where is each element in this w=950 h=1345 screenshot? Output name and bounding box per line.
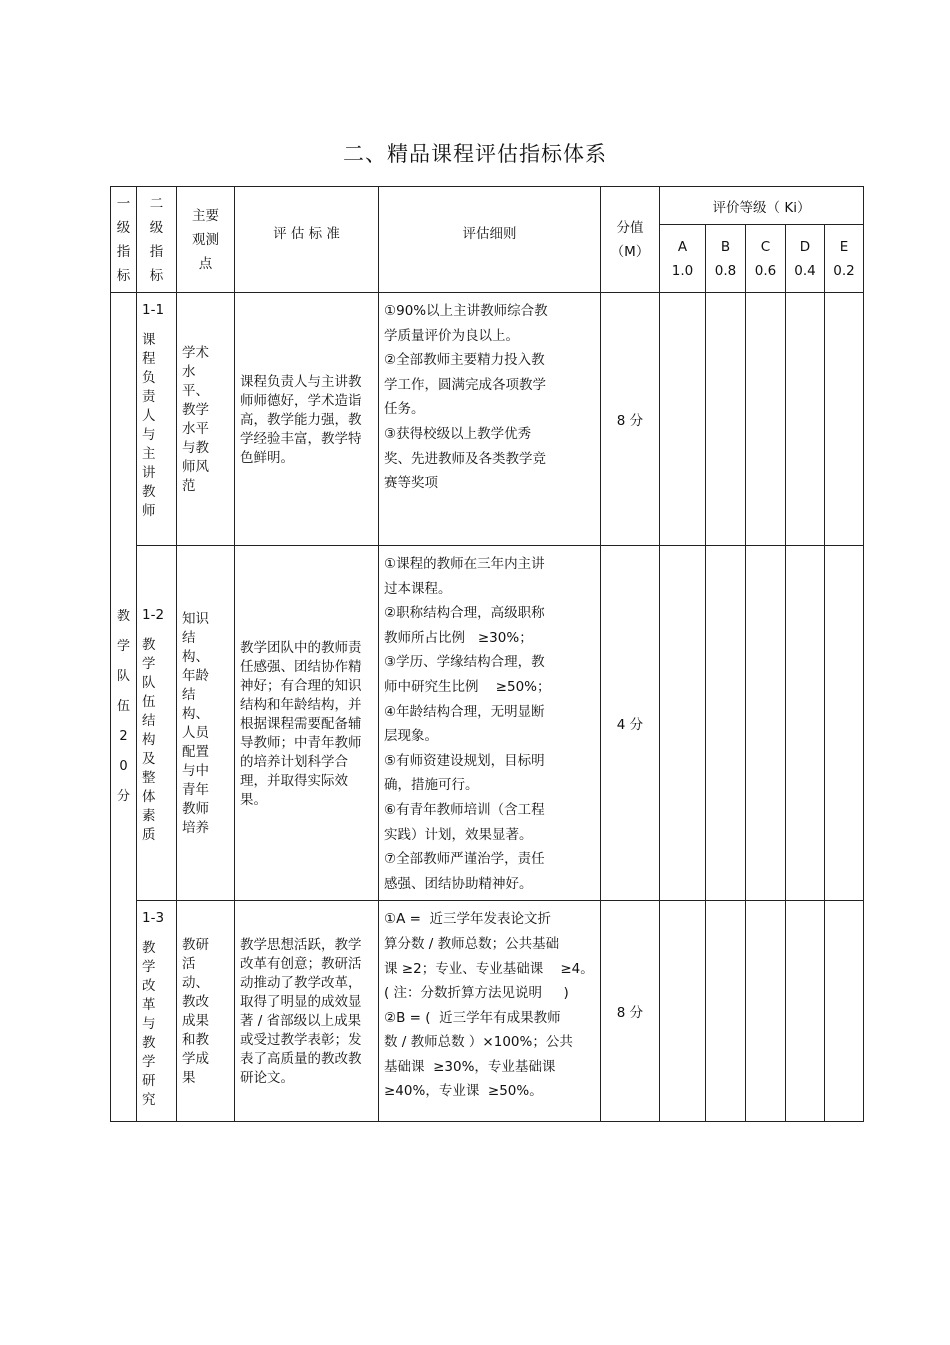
header-row-1 — [111, 187, 864, 225]
grade-cell — [825, 293, 864, 546]
grade-cell — [706, 293, 746, 546]
header-details: 评估细则 — [379, 187, 601, 293]
main-point: 知识结构、年龄结构、人员配置与中青年教师培养 — [177, 546, 235, 901]
grade-cell — [660, 546, 706, 901]
standard-cell: 教学思想活跃，教学改革有创意；教研活动推动了教学改革，取得了明显的成效显著 / 省部级以上成果或受过教学表彰；发表了高质量的教改教研论文。 — [235, 901, 379, 1122]
grade-a: A 1.0 — [660, 225, 706, 293]
main-point: 学术水平、教学水平与教师风范 — [177, 293, 235, 546]
level1-indicator: 教学队伍20分 — [111, 293, 137, 1122]
header-level2: 二级指标 — [137, 187, 177, 293]
grade-b: B 0.8 — [706, 225, 746, 293]
table-row — [111, 901, 864, 1122]
main-point: 教研活动、教改成果和教学成果 — [177, 901, 235, 1122]
grade-cell — [786, 293, 825, 546]
level2-indicator: 1-3 教学改革与教学研究 — [137, 901, 177, 1122]
header-standard: 评 估 标 准 — [235, 187, 379, 293]
table-row — [111, 293, 864, 546]
details-cell: ①课程的教师在三年内主讲 过本课程。 ②职称结构合理，高级职称 教师所占比例 ≥30%； ③学历、学缘结构合理，教 师中研究生比例 ≥50%； ④年龄结构合理，无明显断 层现象。 ⑤有师资建设规划，目标明 确，措施可行。 ⑥有青年教师培训（含工程 实践）计划，效果显著。 ⑦全部教师严谨治学，责任 感强、团结协助精神好。 — [379, 546, 601, 901]
grade-d: D 0.4 — [786, 225, 825, 293]
grade-cell — [746, 293, 786, 546]
grade-c: C 0.6 — [746, 225, 786, 293]
grade-cell — [706, 901, 746, 1122]
grade-cell — [660, 901, 706, 1122]
grade-cell — [706, 546, 746, 901]
score-cell: 8 分 — [601, 293, 660, 546]
level2-indicator: 1-2 教学队伍结构及整体素质 — [137, 546, 177, 901]
document-title: 二、精品课程评估指标体系 — [343, 142, 607, 166]
grade-cell — [825, 546, 864, 901]
score-cell: 4 分 — [601, 546, 660, 901]
header-grade-title: 评价等级（ Ki） — [660, 187, 864, 225]
header-level1: 一级指标 — [111, 187, 137, 293]
header-score: 分值 （M） — [601, 187, 660, 293]
grade-cell — [746, 901, 786, 1122]
header-main-points: 主要观测点 — [177, 187, 235, 293]
table-row — [111, 546, 864, 901]
evaluation-table — [110, 186, 864, 1122]
details-cell: ①A = 近三学年发表论文折 算分数 / 教师总数；公共基础 课 ≥2；专业、专业基础课 ≥4。 ( 注：分数折算方法见说明 ) ②B = ( 近三学年有成果教师 数 / 教师总数 ）×100%；公共 基础课 ≥30%，专业基础课 ≥40%，专业课 ≥50%。 — [379, 901, 601, 1122]
standard-cell: 教学团队中的教师责任感强、团结协作精神好；有合理的知识结构和年龄结构，并根据课程需要配备辅导教师；中青年教师的培养计划科学合理，并取得实际效果。 — [235, 546, 379, 901]
grade-cell — [825, 901, 864, 1122]
grade-cell — [786, 901, 825, 1122]
level2-indicator: 1-1 课程负责人与主讲教师 — [137, 293, 177, 546]
details-cell: ①90%以上主讲教师综合教 学质量评价为良以上。 ②全部教师主要精力投入教 学工作，圆满完成各项教学 任务。 ③获得校级以上教学优秀 奖、先进教师及各类教学竞 赛等奖项 — [379, 293, 601, 546]
score-cell: 8 分 — [601, 901, 660, 1122]
grade-cell — [660, 293, 706, 546]
grade-e: E 0.2 — [825, 225, 864, 293]
standard-cell: 课程负责人与主讲教师师德好，学术造诣高，教学能力强，教学经验丰富，教学特色鲜明。 — [235, 293, 379, 546]
grade-cell — [746, 546, 786, 901]
grade-cell — [786, 546, 825, 901]
